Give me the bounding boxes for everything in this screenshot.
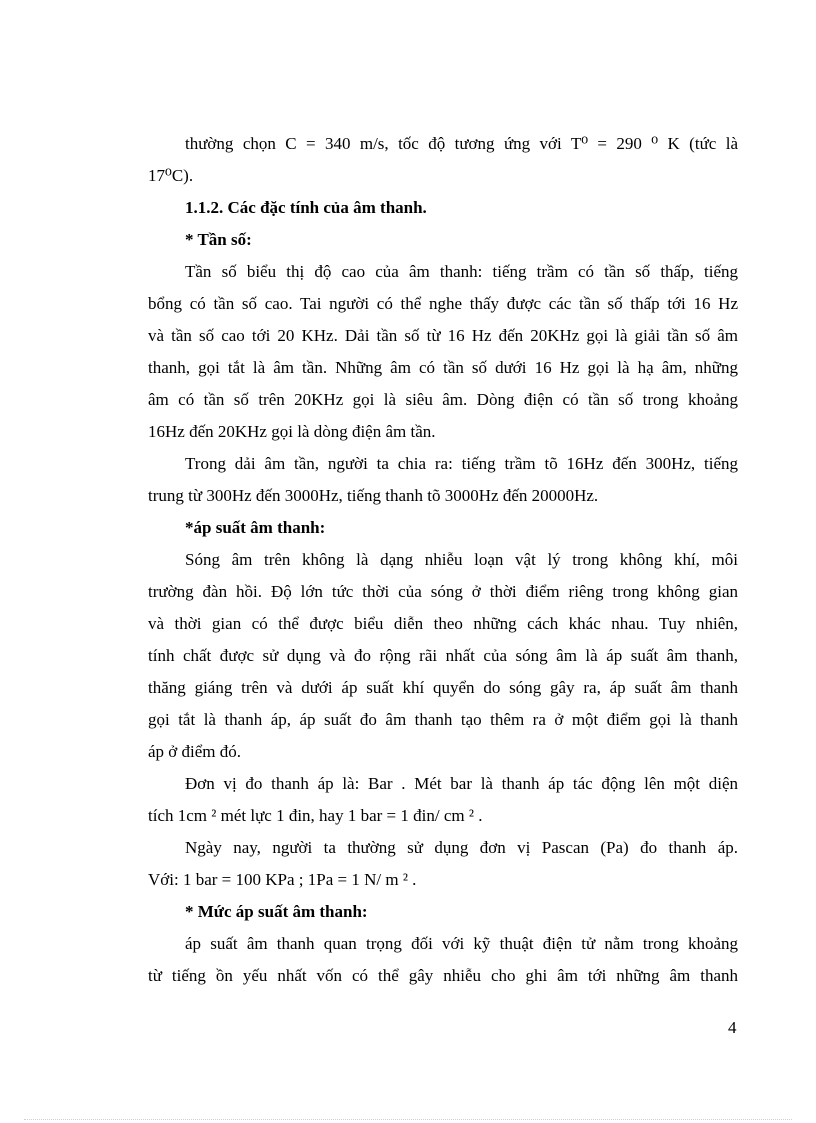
text-line: và tần số cao tới 20 KHz. Dải tần số từ 16 Hz đến 20KHz gọi là giải tần số âm bbox=[148, 326, 738, 345]
text-line: 17⁰C). bbox=[148, 166, 194, 185]
text-line: Với: 1 bar = 100 KPa ; 1Pa = 1 N/ m ² . bbox=[148, 870, 417, 889]
text-line: tích 1cm ² mét lực 1 đin, hay 1 bar = 1 đin/ cm ² . bbox=[148, 806, 483, 825]
page-bottom-border bbox=[24, 1119, 792, 1120]
text-line: gọi tắt là thanh áp, áp suất đo âm thanh tạo thêm ra ở một điểm gọi là thanh bbox=[148, 710, 738, 729]
page-number: 4 bbox=[728, 1018, 737, 1037]
text-line: tính chất được sử dụng và đo rộng rãi nhất của sóng âm là áp suất âm thanh, bbox=[148, 646, 738, 665]
section-heading: *áp suất âm thanh: bbox=[185, 518, 326, 537]
text-line: Ngày nay, người ta thường sử dụng đơn vị Pascan (Pa) đo thanh áp. bbox=[185, 838, 738, 857]
text-line: thường chọn C = 340 m/s, tốc độ tương ứng với T⁰ = 290 ⁰ K (tức là bbox=[185, 134, 738, 153]
text-line: âm có tần số trên 20KHz gọi là siêu âm. Dòng điện có tần số trong khoảng bbox=[148, 390, 738, 409]
text-line: áp suất âm thanh quan trọng đối với kỹ thuật điện tử nằm trong khoảng bbox=[185, 934, 738, 953]
section-heading: * Mức áp suất âm thanh: bbox=[185, 902, 368, 921]
text-line: Đơn vị đo thanh áp là: Bar . Mét bar là thanh áp tác động lên một diện bbox=[185, 774, 738, 793]
text-line: và thời gian có thể được biểu diễn theo những cách khác nhau. Tuy nhiên, bbox=[148, 614, 738, 633]
text-line: trường đàn hồi. Độ lớn tức thời của sóng ở thời điểm riêng trong không gian bbox=[148, 582, 738, 601]
text-line: Trong dải âm tần, người ta chia ra: tiếng trầm tõ 16Hz đến 300Hz, tiếng bbox=[185, 454, 738, 473]
text-line: thăng giáng trên và dưới áp suất khí quyển do sóng gây ra, áp suất âm thanh bbox=[148, 678, 738, 697]
body-text bbox=[148, 128, 738, 992]
section-heading: 1.1.2. Các đặc tính của âm thanh. bbox=[185, 198, 427, 217]
text-line: trung từ 300Hz đến 3000Hz, tiếng thanh tõ 3000Hz đến 20000Hz. bbox=[148, 486, 599, 505]
section-heading: * Tần số: bbox=[185, 230, 252, 249]
text-line: bổng có tần số cao. Tai người có thể nghe thấy được các tần số thấp tới 16 Hz bbox=[148, 294, 738, 313]
text-line: Tần số biểu thị độ cao của âm thanh: tiếng trầm có tần số thấp, tiếng bbox=[185, 262, 738, 281]
text-line: 16Hz đến 20KHz gọi là dòng điện âm tần. bbox=[148, 422, 436, 441]
text-line: Sóng âm trên không là dạng nhiễu loạn vật lý trong không khí, môi bbox=[185, 550, 738, 569]
text-line: áp ở điểm đó. bbox=[148, 742, 242, 761]
text-line: thanh, gọi tắt là âm tần. Những âm có tần số dưới 16 Hz gọi là hạ âm, những bbox=[148, 358, 738, 377]
text-line: từ tiếng ồn yếu nhất vốn có thể gây nhiễu cho ghi âm tới những âm thanh bbox=[148, 966, 738, 985]
